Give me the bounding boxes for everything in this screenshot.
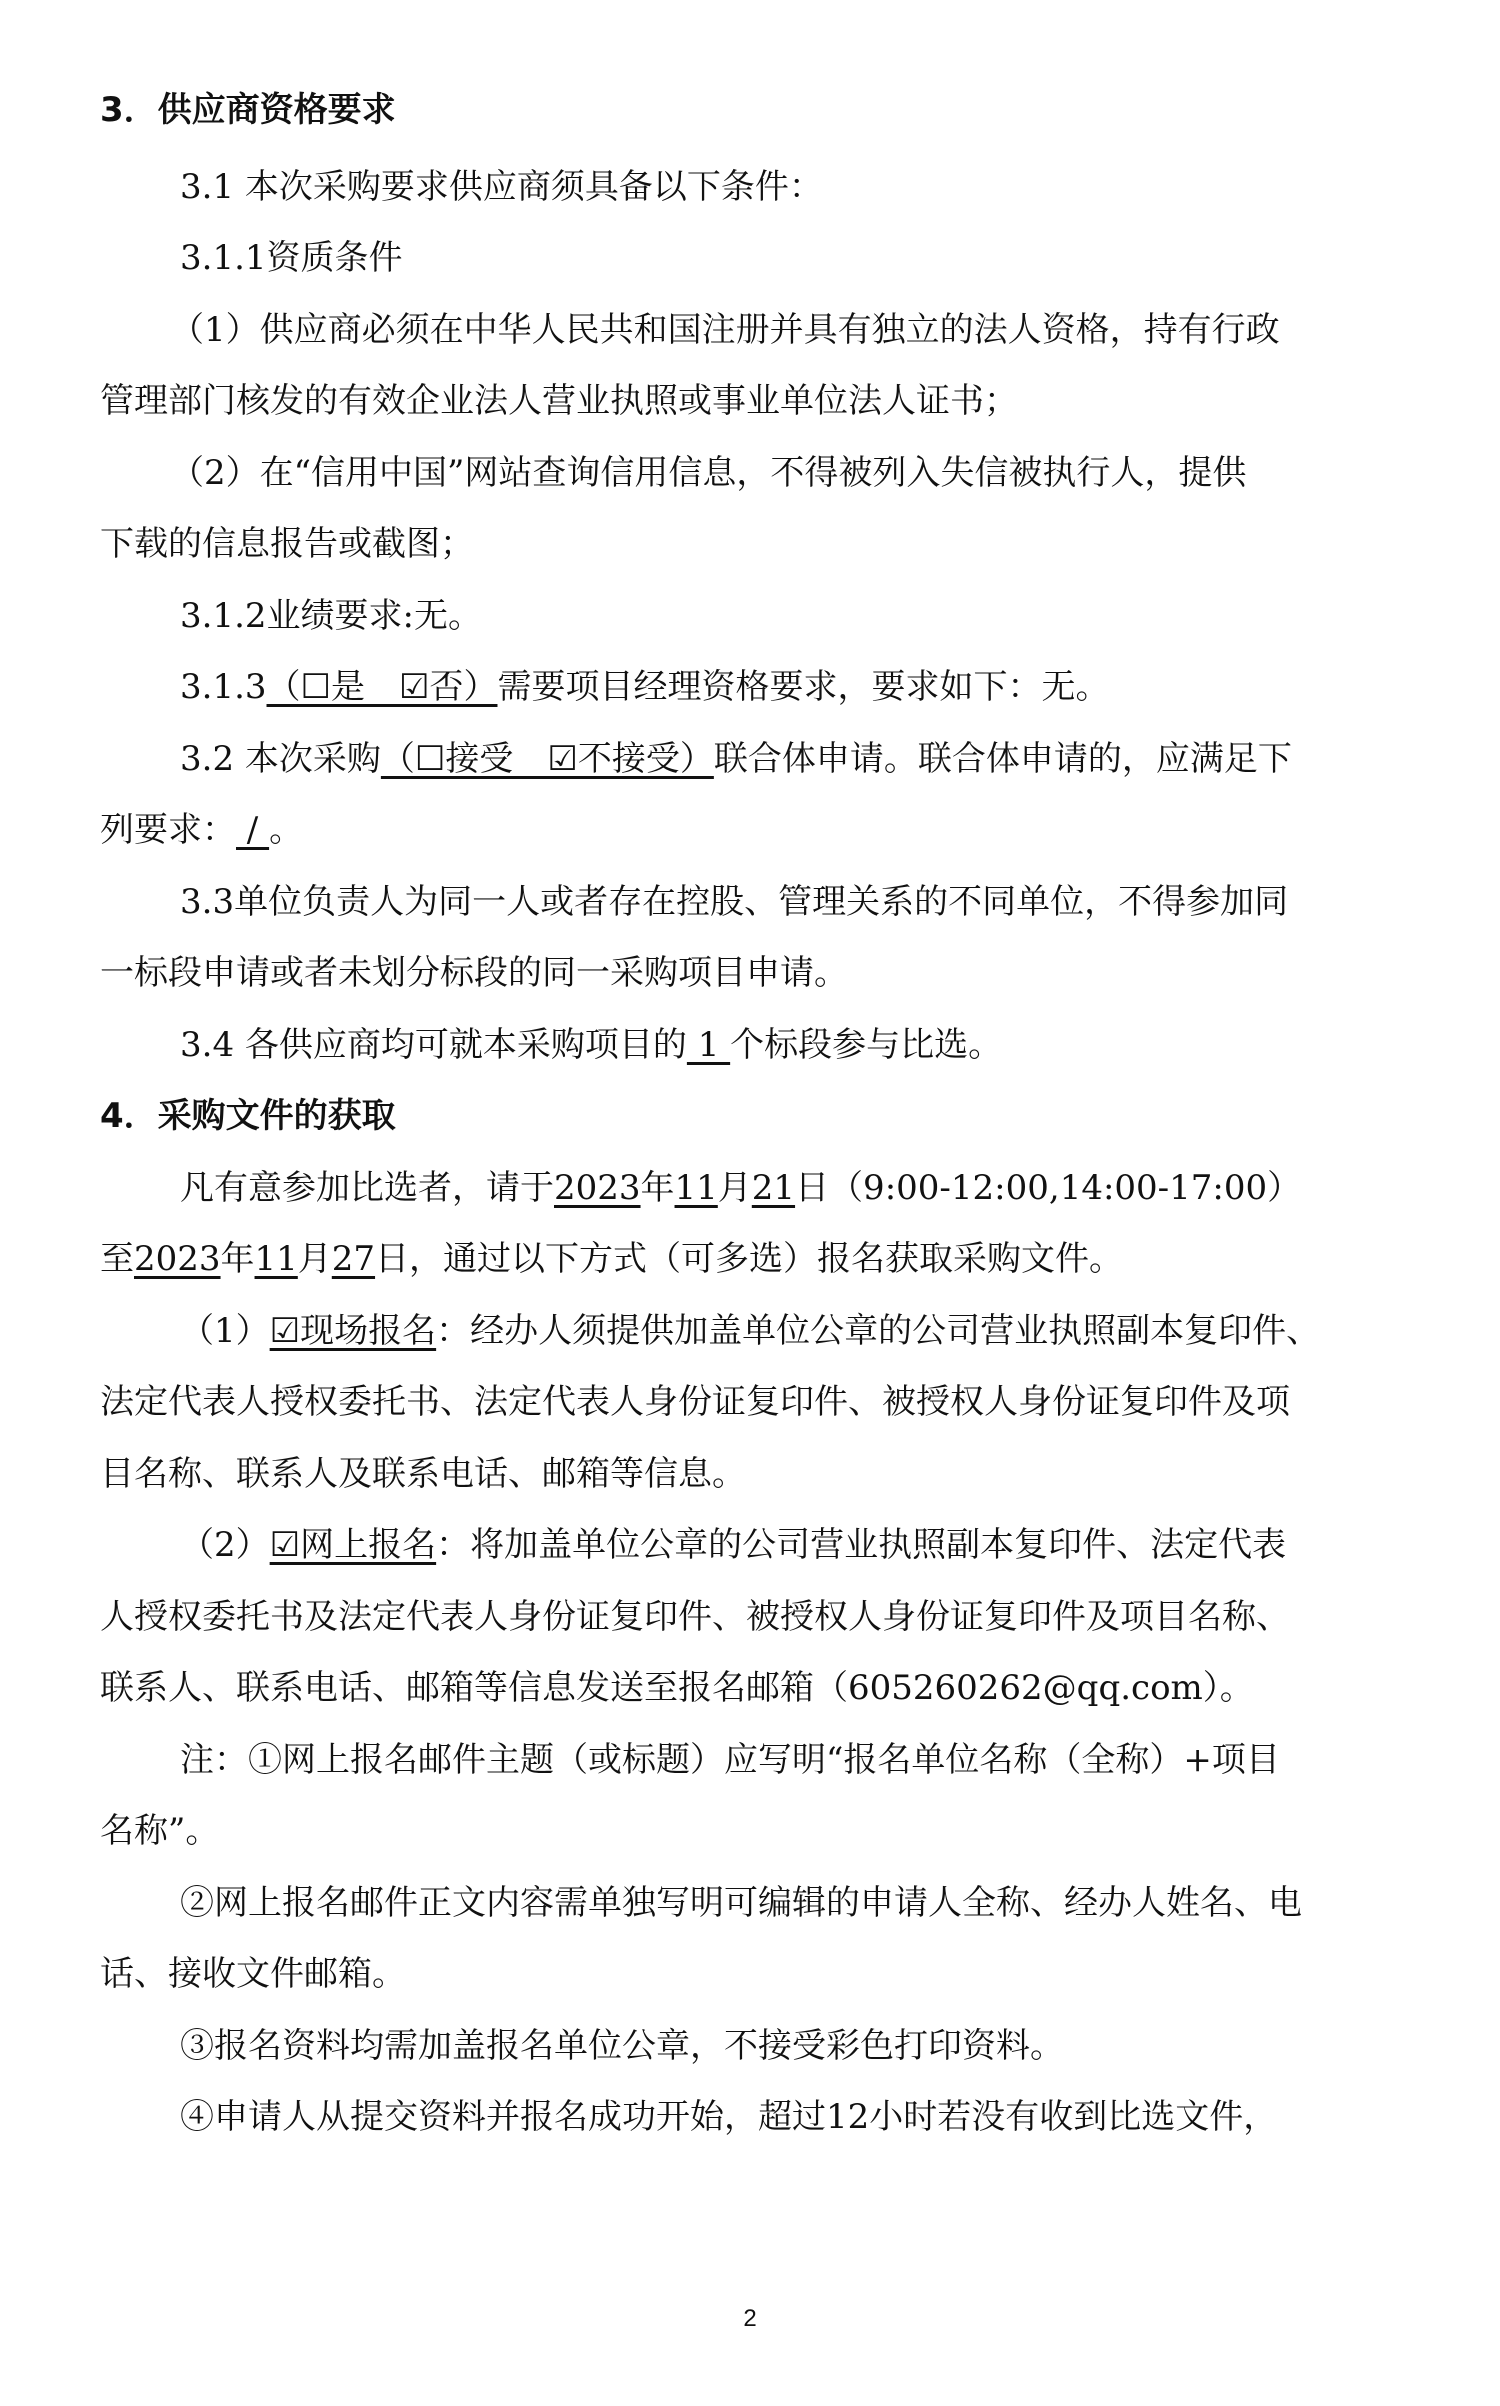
paragraph-3-4: [180, 1021, 1002, 1069]
paragraph-3-1-2: 3.1.2业绩要求:无。: [180, 596, 482, 636]
registration-lead: 凡有意参加比选者，请于: [180, 1168, 554, 1208]
end-day: 27: [331, 1239, 376, 1279]
paragraph-3-4-lead: 3.4 各供应商均可就本采购项目的: [180, 1025, 687, 1065]
online-registration-option: ☑网上报名: [269, 1525, 437, 1565]
paragraph-3-2-end: 。: [269, 810, 304, 850]
paragraph-3-1-3-text: 需要项目经理资格要求，要求如下：无。: [497, 667, 1110, 707]
registration-period-line-2: [100, 1235, 1123, 1283]
start-day: 21: [751, 1168, 796, 1208]
paragraph-3-2-requirements-value: /: [236, 810, 270, 850]
method-1-number: （1）: [180, 1311, 270, 1351]
item-2-line-2: 下载的信息报告或截图；: [100, 524, 474, 564]
registration-period-line-1: [180, 1164, 1301, 1212]
end-month: 11: [254, 1239, 298, 1279]
paragraph-3-1-3: [180, 663, 1109, 711]
paragraph-3-1-3-number: 3.1.3: [180, 667, 267, 707]
item-1-line-2: 管理部门核发的有效企业法人营业执照或事业单位法人证书；: [100, 381, 1018, 421]
onsite-registration-line-2: 法定代表人授权委托书、法定代表人身份证复印件、被授权人身份证复印件及项: [100, 1382, 1290, 1422]
online-registration-text: ：将加盖单位公章的公司营业执照副本复印件、法定代表: [436, 1525, 1287, 1565]
paragraph-3-2-line-2: [100, 806, 303, 854]
note-1-line-2: 名称”。: [100, 1811, 220, 1851]
paragraph-3-1-1: 3.1.1资质条件: [180, 238, 403, 278]
start-year: 2023: [554, 1168, 641, 1208]
note-2-line-1: ②网上报名邮件正文内容需单独写明可编辑的申请人全称、经办人姓名、电: [180, 1883, 1302, 1923]
start-month: 11: [674, 1168, 718, 1208]
item-1-line-1: （1）供应商必须在中华人民共和国注册并具有独立的法人资格，持有行政: [170, 310, 1280, 350]
note-4: ④申请人从提交资料并报名成功开始，超过12小时若没有收到比选文件，: [180, 2097, 1278, 2137]
paragraph-3-3-line-2: 一标段申请或者未划分标段的同一采购项目申请。: [100, 953, 848, 993]
note-3: ③报名资料均需加盖报名单位公章，不接受彩色打印资料。: [180, 2026, 1064, 2066]
paragraph-3-3-line-1: 3.3单位负责人为同一人或者存在控股、管理关系的不同单位，不得参加同: [180, 882, 1289, 922]
method-text: 日，通过以下方式（可多选）报名获取采购文件。: [375, 1239, 1124, 1279]
paragraph-3-2-line-1: [180, 735, 1292, 783]
onsite-registration-line-1: [180, 1307, 1320, 1355]
hours-text: 日（9:00-12:00,14:00-17:00）: [795, 1168, 1302, 1208]
method-2-number: （2）: [180, 1525, 270, 1565]
page-number: 2: [743, 2305, 757, 2332]
paragraph-3-2-text: 联合体申请。联合体申请的，应满足下: [713, 739, 1292, 779]
section-4-heading: 4．采购文件的获取: [100, 1096, 396, 1136]
year-label: 年: [640, 1168, 675, 1208]
section-3-heading: 3．供应商资格要求: [100, 90, 396, 130]
note-2-line-2: 话、接收文件邮箱。: [100, 1954, 406, 1994]
end-year: 2023: [134, 1239, 221, 1279]
paragraph-3-1: 3.1 本次采购要求供应商须具备以下条件：: [180, 167, 823, 207]
online-registration-line-2: 人授权委托书及法定代表人身份证复印件、被授权人身份证复印件及项目名称、: [100, 1597, 1290, 1637]
note-1-line-1: 注：①网上报名邮件主题（或标题）应写明“报名单位名称（全称）+项目: [180, 1740, 1280, 1780]
onsite-registration-option: ☑现场报名: [269, 1311, 437, 1351]
online-registration-line-1: [180, 1521, 1286, 1569]
section-count: 1: [686, 1025, 731, 1065]
pm-qualification-options: （☐是 ☑否）: [266, 667, 498, 707]
onsite-registration-text: ：经办人须提供加盖单位公章的公司营业执照副本复印件、: [436, 1311, 1321, 1351]
item-2-line-1: （2）在“信用中国”网站查询信用信息，不得被列入失信被执行人，提供: [170, 453, 1247, 493]
consortium-options: （☐接受 ☑不接受）: [380, 739, 714, 779]
month-label: 月: [297, 1239, 332, 1279]
paragraph-3-2-requirements-label: 列要求：: [100, 810, 236, 850]
year-label: 年: [220, 1239, 255, 1279]
paragraph-3-4-text: 个标段参与比选。: [730, 1025, 1003, 1065]
onsite-registration-line-3: 目名称、联系人及联系电话、邮箱等信息。: [100, 1454, 746, 1494]
month-label: 月: [717, 1168, 752, 1208]
paragraph-3-2-lead: 3.2 本次采购: [180, 739, 381, 779]
to-label: 至: [100, 1239, 134, 1279]
online-registration-line-3: 联系人、联系电话、邮箱等信息发送至报名邮箱（605260262@qq.com）。: [100, 1668, 1254, 1708]
